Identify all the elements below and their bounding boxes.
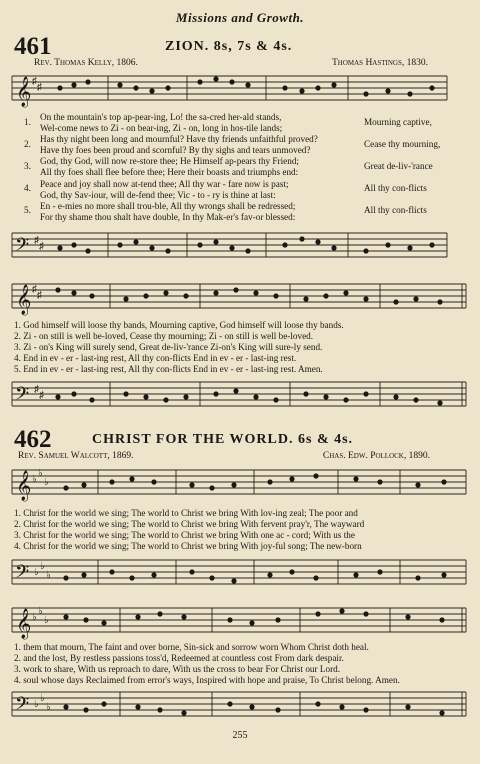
svg-text:𝄞: 𝄞 bbox=[16, 609, 32, 638]
hymn-462-system-1-lyrics bbox=[14, 508, 474, 552]
page-header: Missions and Growth. bbox=[175, 10, 305, 25]
music-credit: Thomas Hastings, 1830. bbox=[331, 58, 428, 68]
svg-text:♭: ♭ bbox=[40, 561, 45, 572]
lyric-line: 3. Zi - on's King will surely send, Great de-liv-'rance Zi-on's King will sure-ly send. bbox=[14, 342, 323, 353]
stanza-number: 1. bbox=[24, 117, 31, 127]
svg-text:♯: ♯ bbox=[34, 384, 39, 395]
lyric-line: 1. them that mourn, The faint and over borne, Sin-sick and sorrow worn Whom Christ doth heal. bbox=[14, 642, 369, 652]
svg-text:𝄞: 𝄞 bbox=[16, 77, 32, 106]
page-number: 255 bbox=[232, 730, 248, 741]
svg-text:𝄞: 𝄞 bbox=[16, 471, 32, 500]
lyric-line: God, thy God, will now re-store thee; He Himself ap-pears thy Friend; bbox=[40, 156, 299, 167]
bass-staff bbox=[0, 686, 480, 728]
svg-text:♭: ♭ bbox=[38, 468, 43, 479]
svg-text:𝄢: 𝄢 bbox=[15, 693, 30, 718]
svg-text:𝄢: 𝄢 bbox=[15, 234, 30, 259]
svg-text:♭: ♭ bbox=[32, 474, 37, 485]
refrain-line: Mourning captive, bbox=[364, 117, 432, 127]
hymn-title: CHRIST FOR THE WORLD. 6s & 4s. bbox=[92, 432, 354, 447]
svg-text:♭: ♭ bbox=[34, 699, 39, 710]
refrain-line: All thy con-flicts bbox=[364, 205, 427, 215]
svg-text:♭: ♭ bbox=[44, 615, 49, 626]
refrain-line: All thy con-flicts bbox=[364, 183, 427, 193]
lyric-line: For thy shame thou shalt have double, In thy Mak-er's fav-or blessed: bbox=[40, 211, 296, 222]
music-credit: Chas. Edw. Pollock, 1890. bbox=[322, 451, 430, 461]
lyric-line: 1. God himself will loose thy bands, Mourning captive, God himself will loose thy bands. bbox=[14, 320, 344, 330]
lyric-line: 2. Christ for the world we sing; The world to Christ we bring With fervent pray'r, The wayward bbox=[14, 519, 365, 530]
svg-text:♯: ♯ bbox=[32, 284, 37, 295]
svg-text:𝄞: 𝄞 bbox=[16, 285, 32, 314]
lyric-line: 1. Christ for the world we sing; The world to Christ we bring With lov-ing zeal; The poor and bbox=[14, 508, 358, 518]
lyric-line: 4. soul whose days Reclaimed from error's ways, Inspired with hope and praise, To Christ belong. Amen. bbox=[14, 675, 400, 686]
lyric-line: Wel-come news to Zi - on bear-ing, Zi - on, long in hos-tile lands; bbox=[40, 123, 283, 134]
lyric-line: Peace and joy shall now at-tend thee; All thy war - fare now is past; bbox=[40, 178, 289, 189]
lyric-line: All thy foes shall flee before thee; Here their boasts and triumphs end: bbox=[40, 167, 299, 178]
refrain-column bbox=[364, 117, 476, 227]
hymn-461-system-2-lyrics bbox=[14, 320, 474, 375]
stanza-number: 5. bbox=[24, 205, 31, 215]
svg-text:♯: ♯ bbox=[32, 76, 37, 87]
hymn-number: 462 bbox=[14, 426, 52, 453]
stanza-numbers bbox=[24, 117, 31, 227]
lyric-line: 2. and the lost, By restless passions toss'd, Redeemed at countless cost From dark despair. bbox=[14, 653, 344, 664]
words-credit: Rev. Thomas Kelly, 1806. bbox=[34, 58, 138, 68]
lyric-line: 3. Christ for the world we sing; The world to Christ we bring With one ac - cord; With us the bbox=[14, 530, 355, 541]
svg-text:♭: ♭ bbox=[44, 477, 49, 488]
svg-text:♯: ♯ bbox=[34, 235, 39, 246]
treble-staff bbox=[0, 600, 480, 642]
svg-text:♯: ♯ bbox=[37, 82, 42, 93]
hymn-462-system-2-lyrics bbox=[14, 642, 474, 686]
treble-staff bbox=[0, 462, 480, 504]
svg-text:♭: ♭ bbox=[38, 606, 43, 617]
svg-text:𝄢: 𝄢 bbox=[15, 561, 30, 586]
stanza-number: 3. bbox=[24, 161, 31, 171]
bass-staff bbox=[0, 554, 480, 596]
lyric-line: 5. End in ev - er - last-ing rest, All thy con-flicts End in ev - er - last-ing rest. Amen. bbox=[14, 364, 323, 375]
lyric-line: God, thy Sav-iour, will de-fend thee; Vic - to - ry is thine at last: bbox=[40, 189, 276, 200]
lyric-line: Have thy foes been proud and scornful? By thy sighs and tears unmoved? bbox=[40, 145, 311, 156]
svg-text:♭: ♭ bbox=[40, 693, 45, 704]
svg-text:♭: ♭ bbox=[46, 570, 51, 581]
svg-text:♯: ♯ bbox=[39, 390, 44, 401]
svg-text:♭: ♭ bbox=[32, 612, 37, 623]
treble-staff bbox=[0, 278, 480, 320]
hymn-title: ZION. 8s, 7s & 4s. bbox=[165, 39, 293, 54]
svg-text:♭: ♭ bbox=[46, 702, 51, 713]
svg-text:𝄢: 𝄢 bbox=[15, 383, 30, 408]
words-credit: Rev. Samuel Walcott, 1869. bbox=[18, 451, 134, 461]
lyric-line: Has thy night been long and mournful? Have thy friends unfaithful proved? bbox=[40, 134, 318, 145]
lyric-line: 4. Christ for the world we sing; The world to Christ we bring With joy-ful song; The new-born bbox=[14, 541, 362, 552]
lyric-line: 2. Zi - on still is well be-loved, Cease thy mourning; Zi - on still is well be-loved. bbox=[14, 331, 314, 342]
hymn-number: 461 bbox=[14, 33, 52, 60]
refrain-line: Great de-liv-'rance bbox=[364, 161, 433, 171]
lyric-line: 4. End in ev - er - last-ing rest, All thy con-flicts End in ev - er - last-ing rest. bbox=[14, 353, 297, 364]
svg-text:♭: ♭ bbox=[34, 567, 39, 578]
svg-text:♯: ♯ bbox=[39, 241, 44, 252]
lyric-line: On the mountain's top ap-pear-ing, Lo! the sa-cred her-ald stands, bbox=[40, 112, 282, 122]
treble-staff bbox=[0, 68, 480, 114]
refrain-line: Cease thy mourning, bbox=[364, 139, 441, 149]
bass-staff bbox=[0, 225, 480, 271]
stanza-number: 4. bbox=[24, 183, 31, 193]
lyric-line: 3. work to share, With us reproach to dare, With us the cross to bear For Christ our Lord. bbox=[14, 664, 341, 675]
stanza-number: 2. bbox=[24, 139, 31, 149]
bass-staff bbox=[0, 376, 480, 418]
lyric-line: En - e-mies no more shall trou-ble, All thy wrongs shall be redressed; bbox=[40, 200, 296, 211]
svg-text:♯: ♯ bbox=[37, 290, 42, 301]
